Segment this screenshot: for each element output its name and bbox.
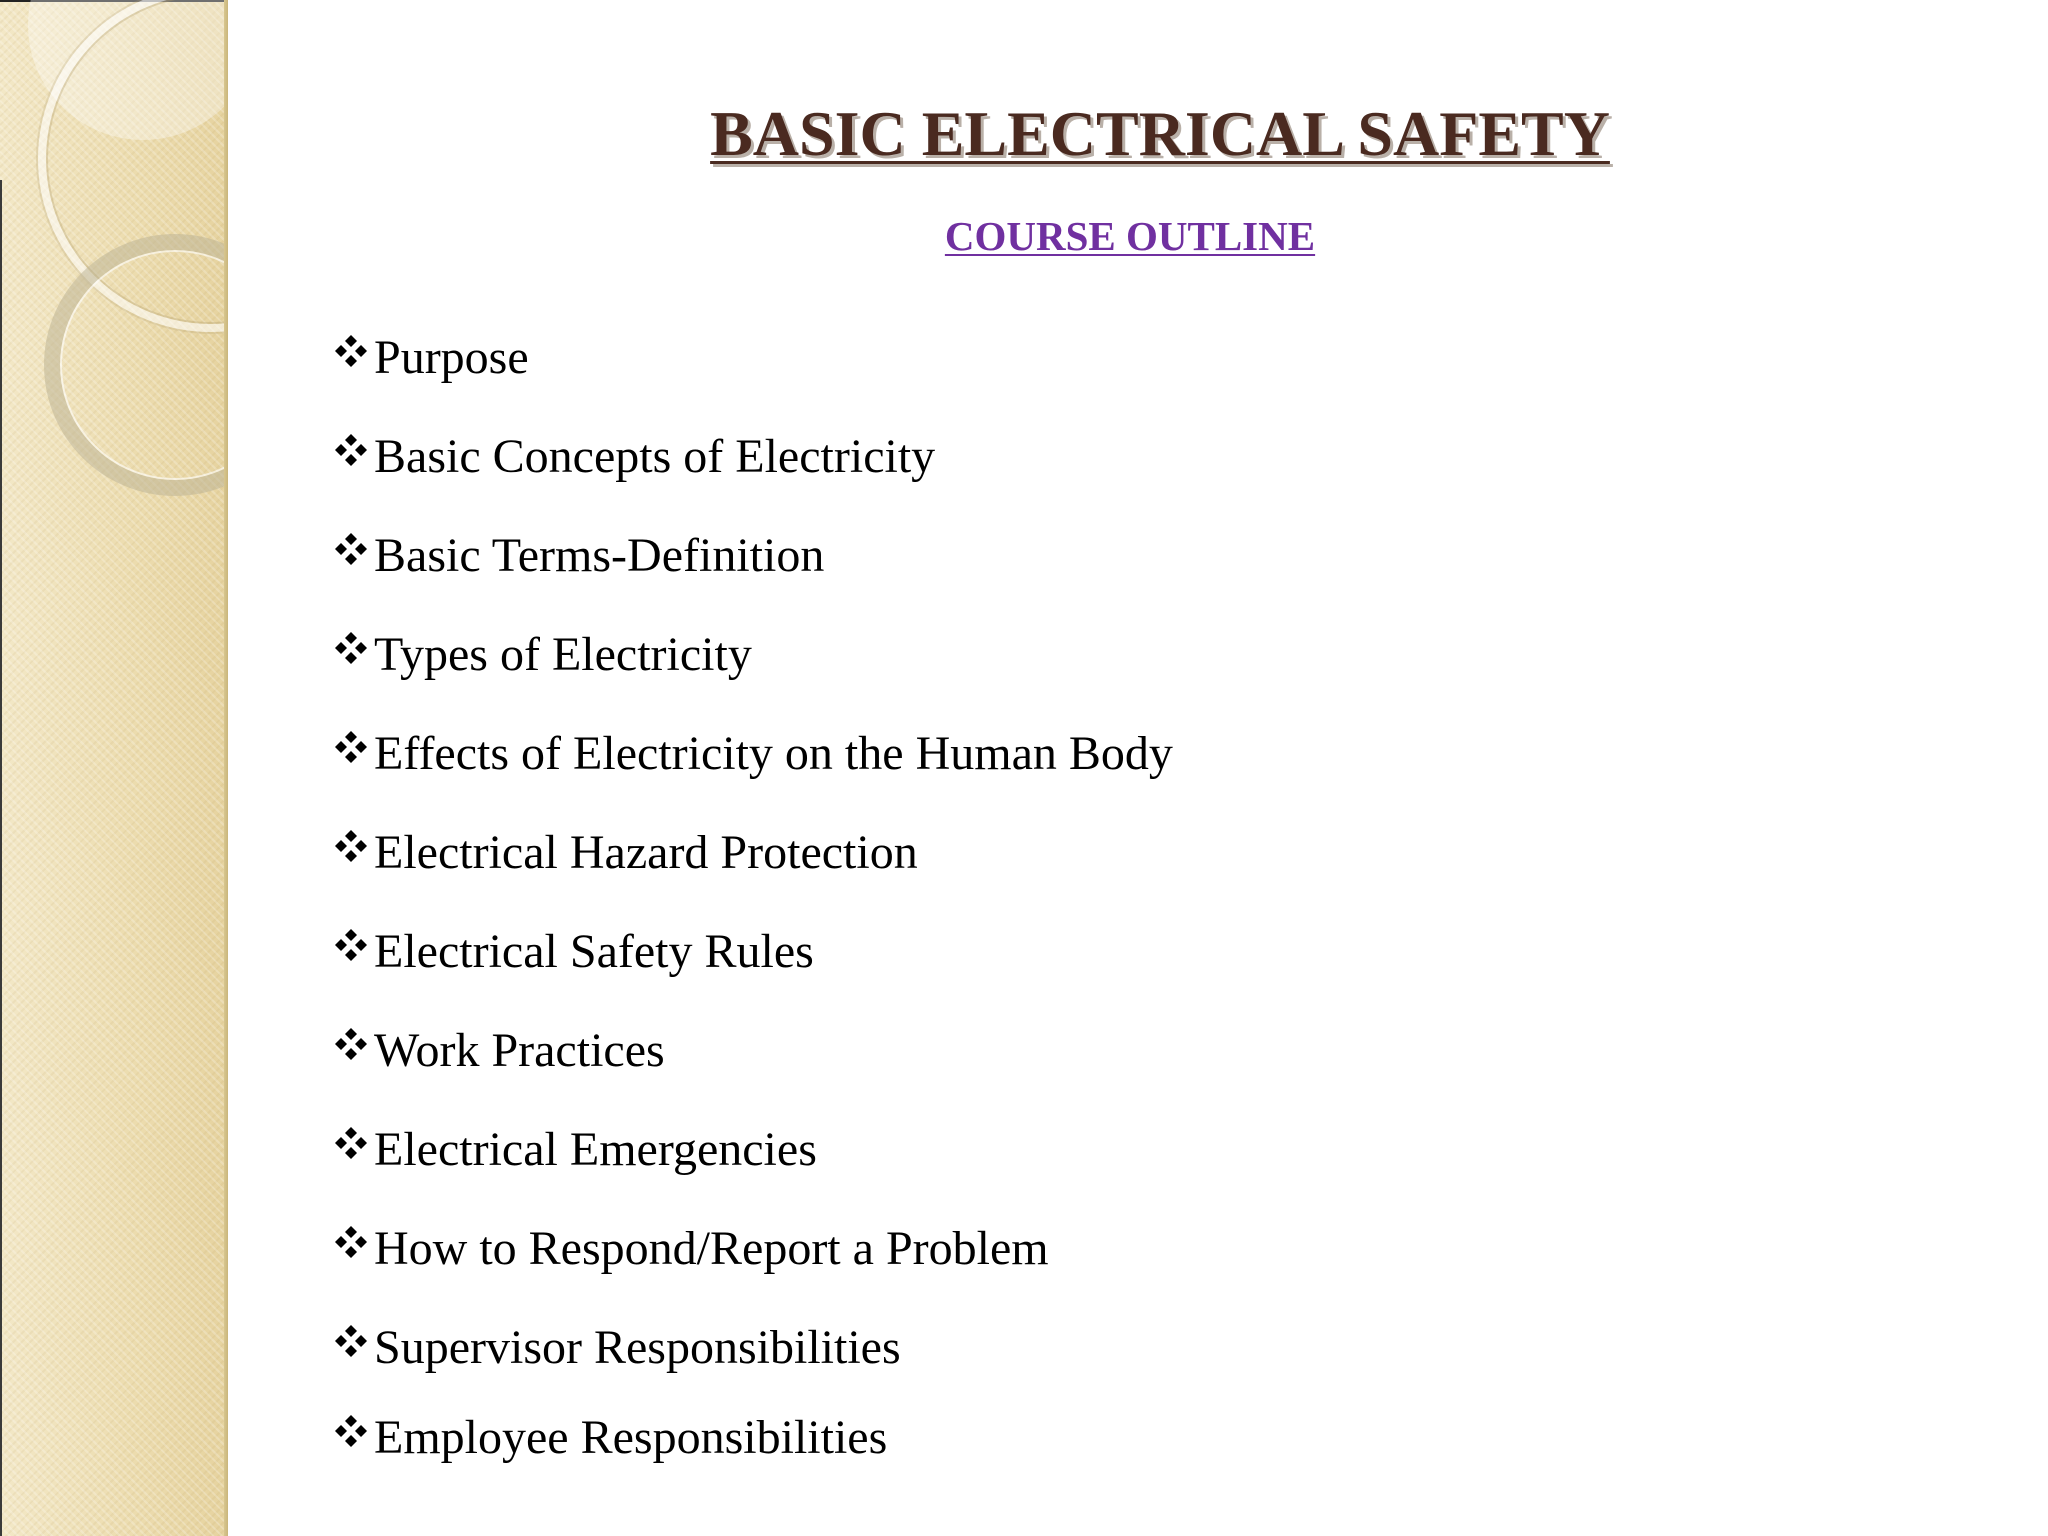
outline-item-text: Electrical Emergencies <box>374 1123 817 1176</box>
outline-item-text: How to Respond/Report a Problem <box>374 1222 1049 1275</box>
sidebar-edge <box>224 0 228 1536</box>
outline-item-text: Work Practices <box>374 1024 665 1077</box>
four-diamond-icon <box>334 928 368 962</box>
outline-item-text: Basic Concepts of Electricity <box>374 430 936 483</box>
four-diamond-icon <box>334 1414 368 1448</box>
slide-subtitle: COURSE OUTLINE <box>944 213 1316 259</box>
four-diamond-icon <box>334 532 368 566</box>
decorative-sidebar <box>0 0 228 1536</box>
four-diamond-icon <box>334 334 368 368</box>
outline-item-text: Employee Responsibilities <box>374 1411 888 1464</box>
sidebar-left-line <box>0 180 2 1536</box>
outline-item-text: Basic Terms-Definition <box>374 529 825 582</box>
decorative-ring-small <box>44 234 228 496</box>
outline-item-text: Purpose <box>374 331 529 384</box>
outline-item-text: Effects of Electricity on the Human Body <box>374 727 1173 780</box>
four-diamond-icon <box>334 1225 368 1259</box>
four-diamond-icon <box>334 1324 368 1358</box>
slide-title: BASIC ELECTRICAL SAFETY <box>710 98 1610 169</box>
outline-item-text: Types of Electricity <box>374 628 752 681</box>
four-diamond-icon <box>334 631 368 665</box>
four-diamond-icon <box>334 1027 368 1061</box>
four-diamond-icon <box>334 829 368 863</box>
four-diamond-icon <box>334 433 368 467</box>
four-diamond-icon <box>334 730 368 764</box>
outline-item-text: Supervisor Responsibilities <box>374 1321 901 1374</box>
four-diamond-icon <box>334 1126 368 1160</box>
outline-item-text: Electrical Safety Rules <box>374 925 814 978</box>
outline-item-text: Electrical Hazard Protection <box>374 826 918 879</box>
